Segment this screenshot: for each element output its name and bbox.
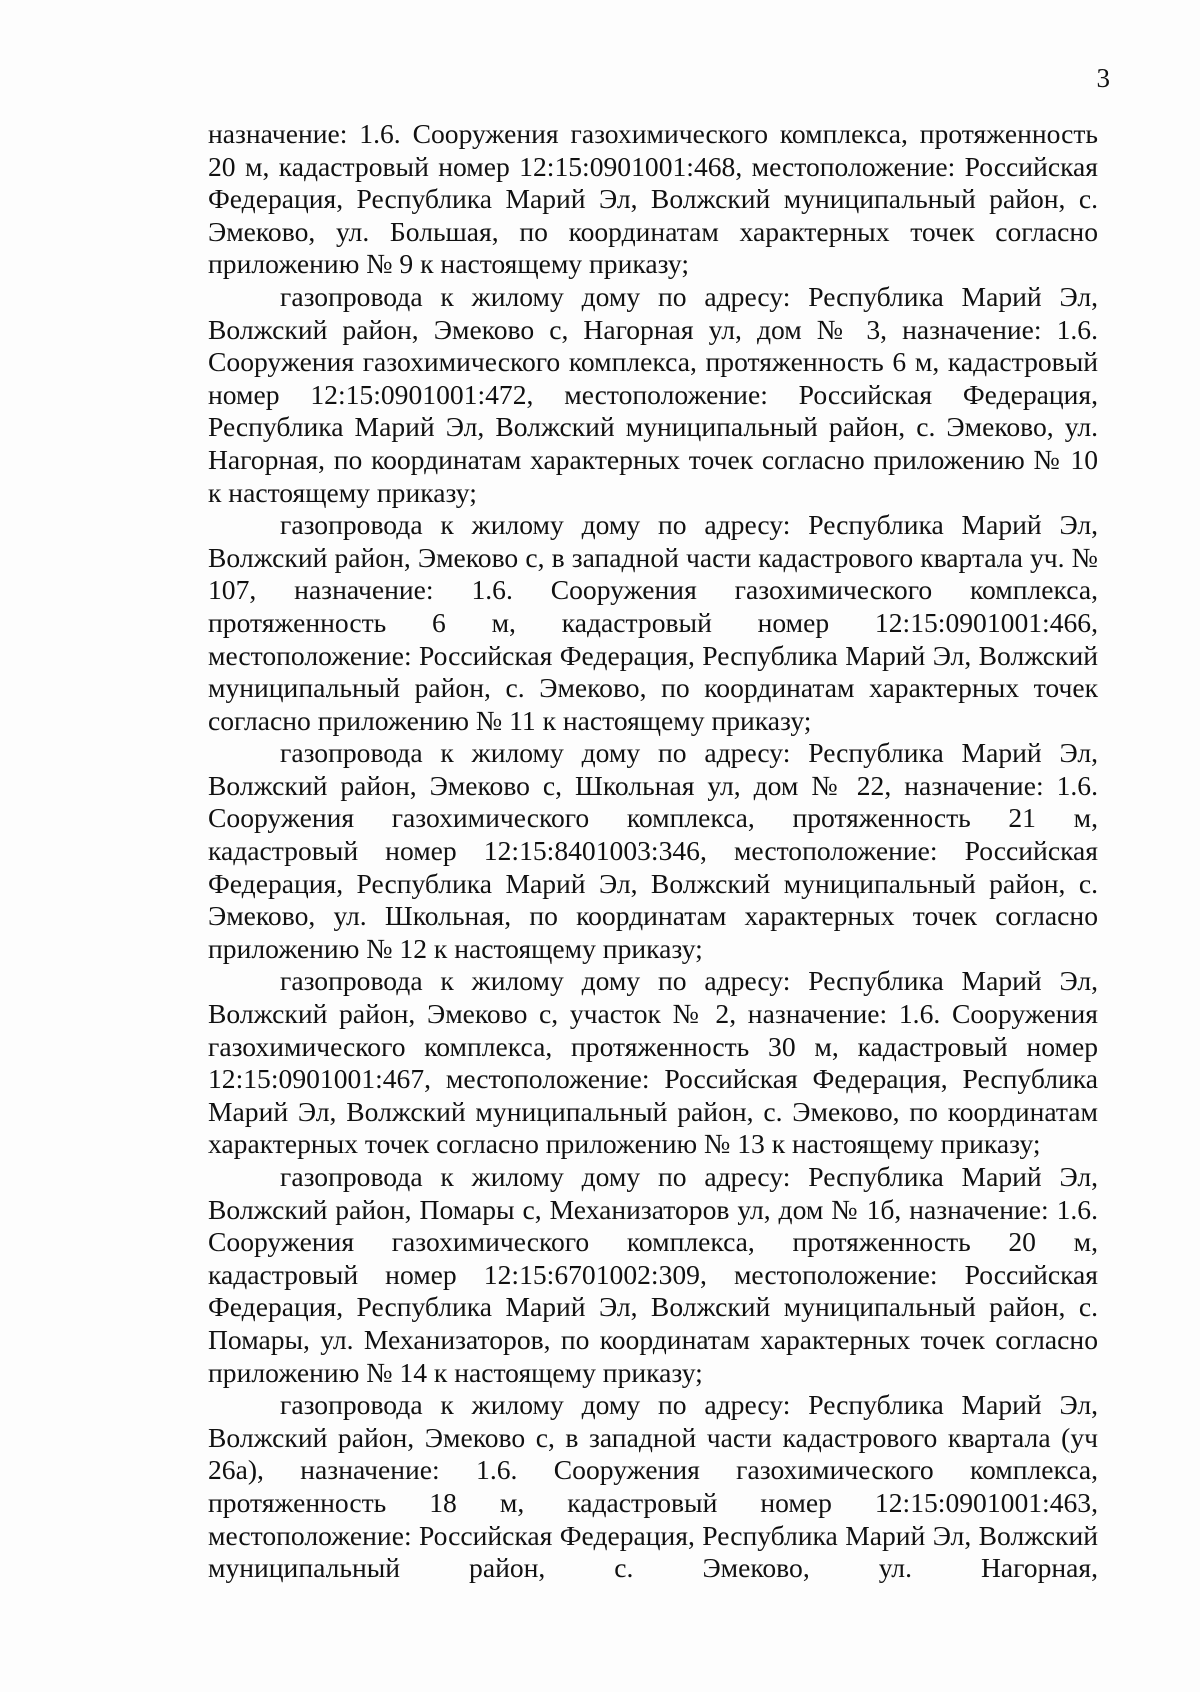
paragraph-7: газопровода к жилому дому по адресу: Республика Марий Эл, Волжский район, Эмеково с, в западной части кадастрового квартала (уч 26а), назначение: 1.6. Сооружения газохимического комплекса, протяженность 18 м, кадастровый номер 12:15:0901001:463, местоположение: Российская Федерация, Республика Марий Эл, Волжский муниципальный район, с. Эмеково, ул. Нагорная, <box>208 1389 1098 1584</box>
page-number: 3 <box>1096 63 1110 93</box>
paragraph-6: газопровода к жилому дому по адресу: Республика Марий Эл, Волжский район, Помары с, Механизаторов ул, дом № 1б, назначение: 1.6. Сооружения газохимического комплекса, протяженность 20 м, кадастровый номер 12:15:6701002:309, местоположение: Российская Федерация, Республика Марий Эл, Волжский муниципальный район, с. Помары, ул. Механизаторов, по координатам характерных точек согласно приложению № 14 к настоящему приказу; <box>208 1161 1098 1388</box>
paragraph-4: газопровода к жилому дому по адресу: Республика Марий Эл, Волжский район, Эмеково с, Школьная ул, дом № 22, назначение: 1.6. Сооружения газохимического комплекса, протяженность 21 м, кадастровый номер 12:15:8401003:346, местоположение: Российская Федерация, Республика Марий Эл, Волжский муниципальный район, с. Эмеково, ул. Школьная, по координатам характерных точек согласно приложению № 12 к настоящему приказу; <box>208 737 1098 964</box>
document-body <box>208 118 1098 1585</box>
paragraph-1: назначение: 1.6. Сооружения газохимического комплекса, протяженность 20 м, кадастровый номер 12:15:0901001:468, местоположение: Российская Федерация, Республика Марий Эл, Волжский муниципальный район, с. Эмеково, ул. Большая, по координатам характерных точек согласно приложению № 9 к настоящему приказу; <box>208 118 1098 280</box>
paragraph-2: газопровода к жилому дому по адресу: Республика Марий Эл, Волжский район, Эмеково с, Нагорная ул, дом № 3, назначение: 1.6. Сооружения газохимического комплекса, протяженность 6 м, кадастровый номер 12:15:0901001:472, местоположение: Российская Федерация, Республика Марий Эл, Волжский муниципальный район, с. Эмеково, ул. Нагорная, по координатам характерных точек согласно приложению № 10 к настоящему приказу; <box>208 280 1098 508</box>
paragraph-3: газопровода к жилому дому по адресу: Республика Марий Эл, Волжский район, Эмеково с, в западной части кадастрового квартала уч. № 107, назначение: 1.6. Сооружения газохимического комплекса, протяженность 6 м, кадастровый номер 12:15:0901001:466, местоположение: Российская Федерация, Республика Марий Эл, Волжский муниципальный район, с. Эмеково, по координатам характерных точек согласно приложению № 11 к настоящему приказу; <box>208 509 1098 736</box>
paragraph-5: газопровода к жилому дому по адресу: Республика Марий Эл, Волжский район, Эмеково с, участок № 2, назначение: 1.6. Сооружения газохимического комплекса, протяженность 30 м, кадастровый номер 12:15:0901001:467, местоположение: Российская Федерация, Республика Марий Эл, Волжский муниципальный район, с. Эмеково, по координатам характерных точек согласно приложению № 13 к настоящему приказу; <box>208 965 1098 1160</box>
